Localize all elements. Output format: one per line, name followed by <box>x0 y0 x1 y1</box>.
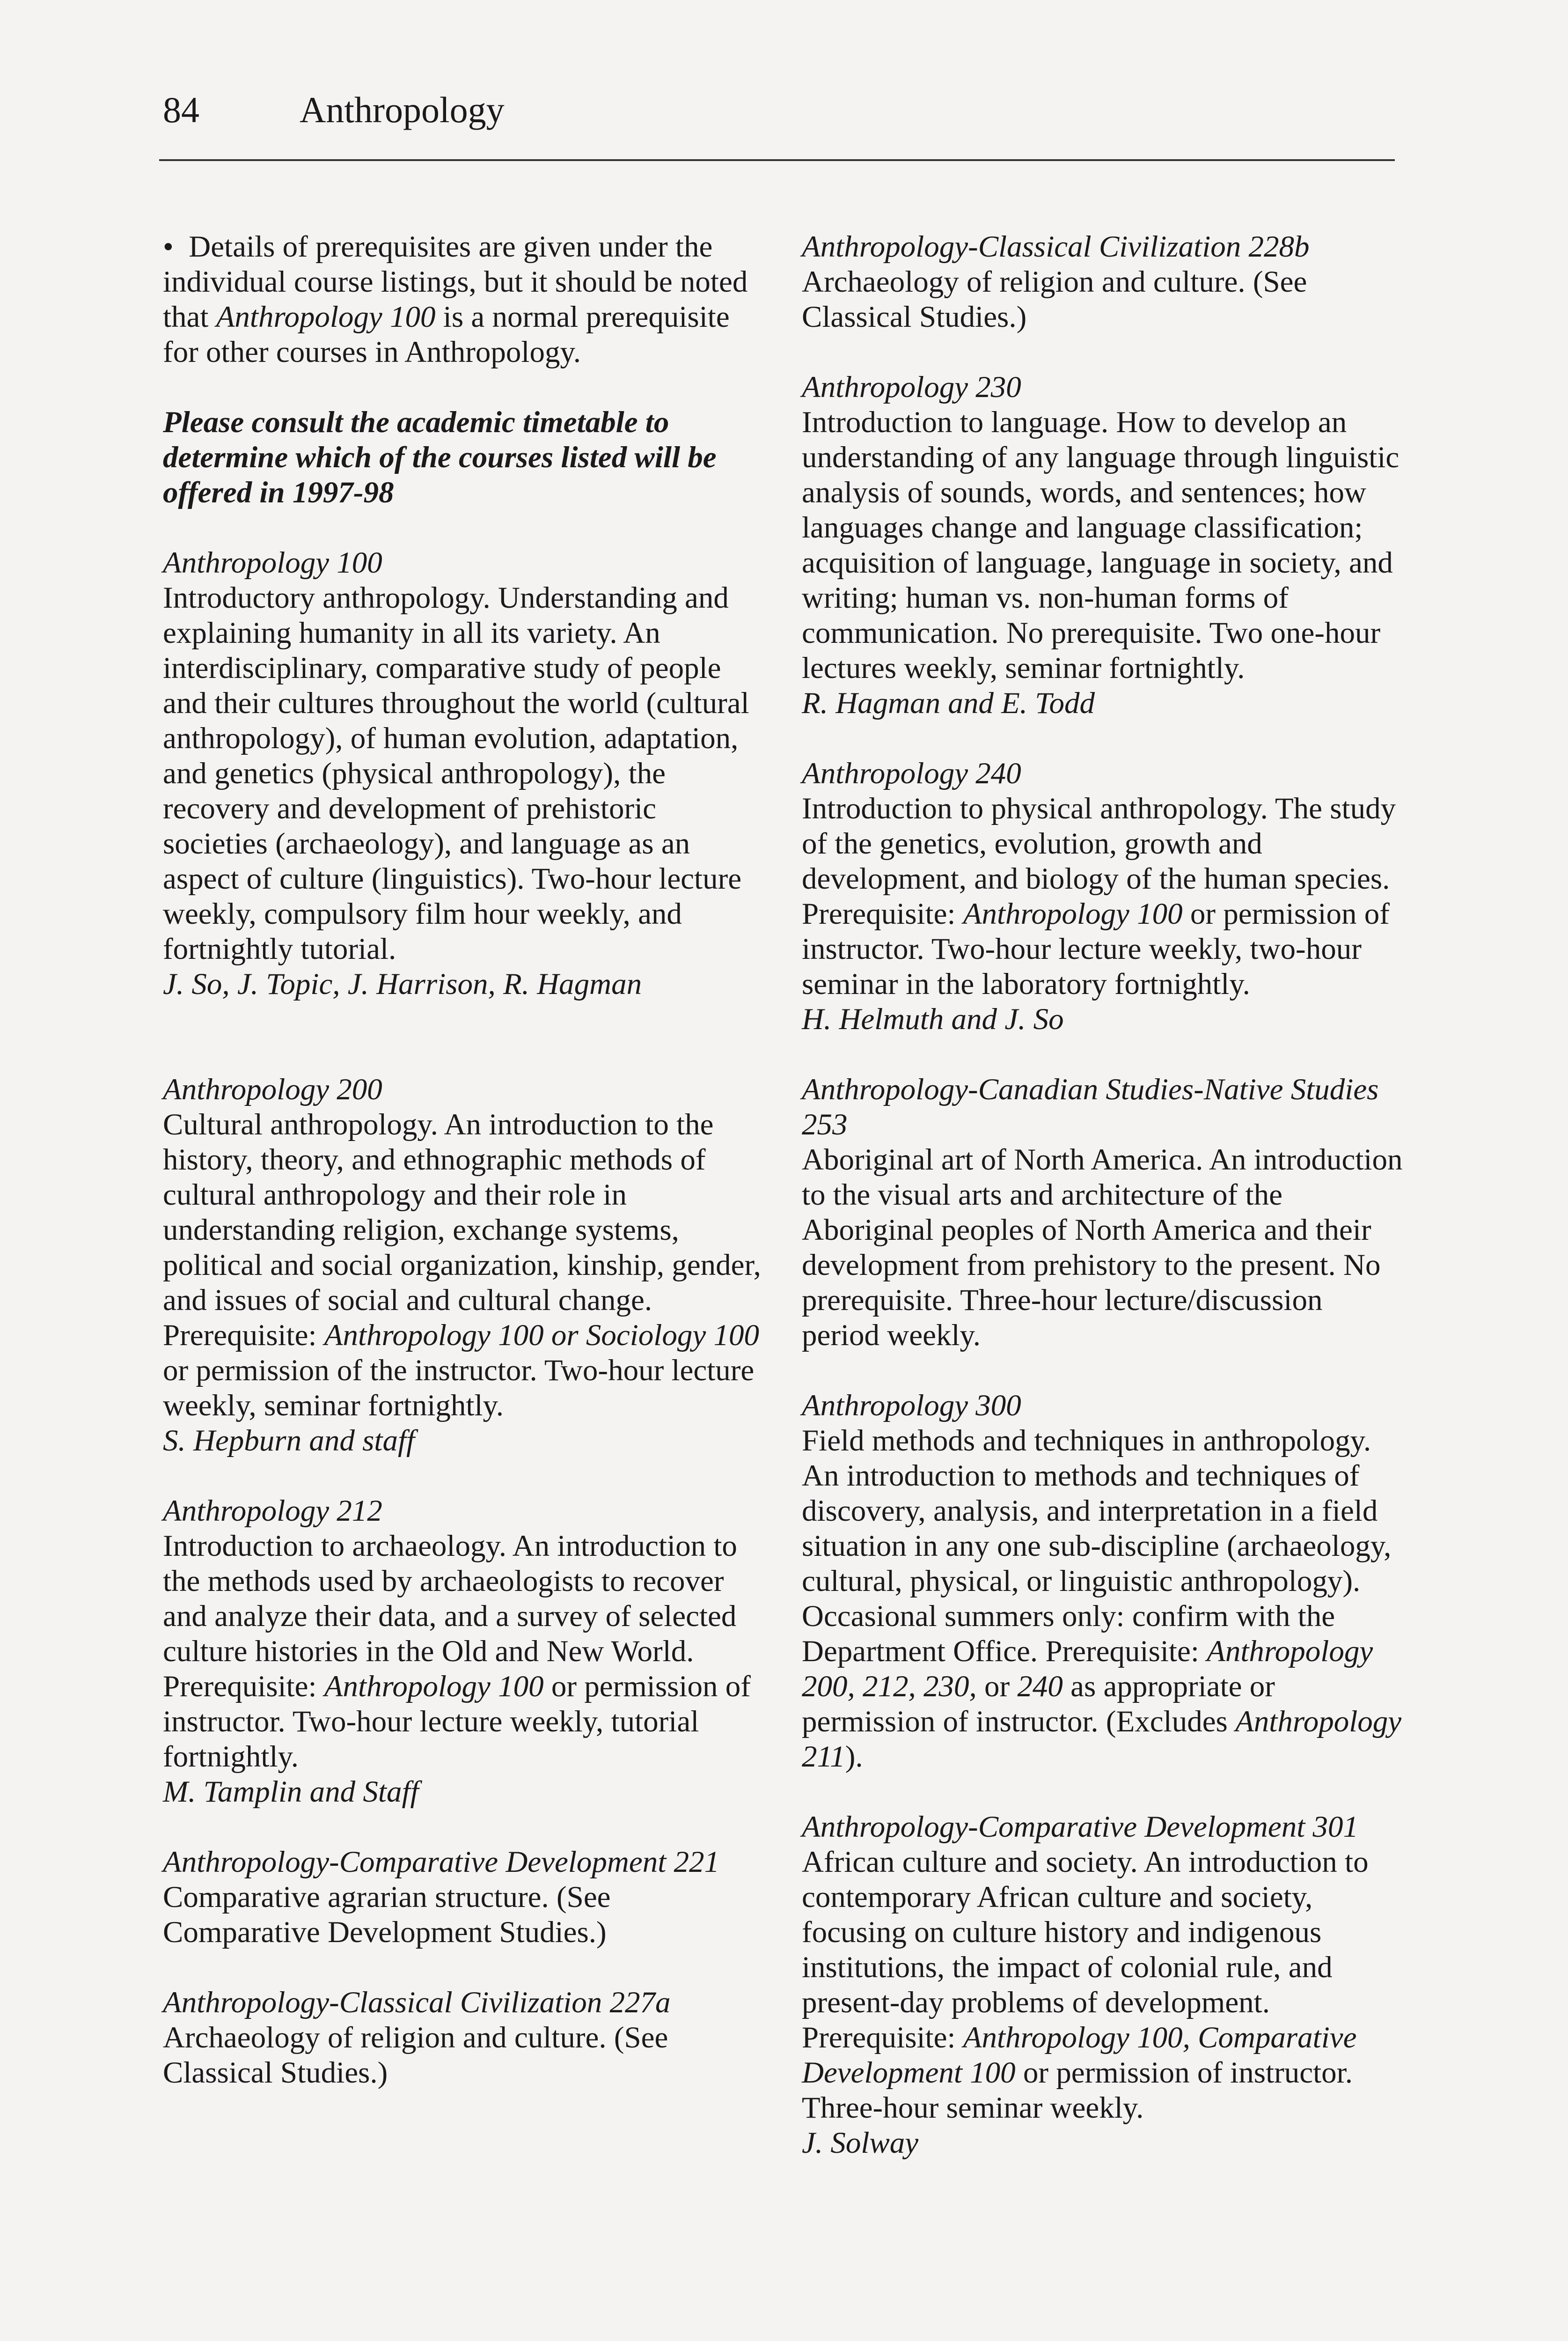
course-entry <box>163 1845 767 1950</box>
course-entry <box>802 1388 1406 1774</box>
course-entry <box>802 229 1406 335</box>
course-description-text: Introduction to archaeology. An introduction to the methods used by archaeologists to recover and analyze their data, and a survey of selected culture histories in the Old and New World. Prerequisite: <box>163 1529 737 1703</box>
bullet-glyph: • <box>163 230 174 264</box>
course-description-emphasis: Anthropology 211 <box>802 1705 1402 1774</box>
course-description-text: or permission of instructor. Two-hour lecture weekly, two-hour seminar in the laboratory fortnightly. <box>802 897 1390 1001</box>
course-description-emphasis: Anthropology 100, Comparative Development 100 <box>802 2021 1357 2090</box>
course-description-text: or permission of instructor. Three-hour seminar weekly. <box>802 2056 1353 2125</box>
course-description-text: or permission of instructor. Two-hour lecture weekly, tutorial fortnightly. <box>163 1670 751 1774</box>
course-title: Anthropology 230 <box>802 370 1021 404</box>
course-instructors: J. So, J. Topic, J. Harrison, R. Hagman <box>163 967 642 1001</box>
course-description-text: Aboriginal art of North America. An introduction to the visual arts and architecture of the Aboriginal peoples of North America and their development from prehistory to the present. No prerequisite. Three-hour lecture/discussion period weekly. <box>802 1143 1403 1352</box>
course-title: Anthropology 200 <box>163 1073 382 1106</box>
course-instructors: M. Tamplin and Staff <box>163 1775 419 1809</box>
course-description <box>163 1880 767 1950</box>
intro-paragraph <box>163 229 767 370</box>
course-description-emphasis: Anthropology 100 <box>324 1670 544 1703</box>
course-description-text: Introduction to physical anthropology. The study of the genetics, evolution, growth and development, and biology of the human species. Prerequisite: <box>802 792 1396 931</box>
course-description-text: Introduction to language. How to develop an understanding of any language through linguistic analysis of sounds, words, and sentences; how languages change and language classification; acquisition of language, language in society, and writing; human vs. non-human forms of communication. No prerequisite. Two one-hour lectures weekly, seminar fortnightly. <box>802 405 1399 685</box>
course-instructors: H. Helmuth and J. So <box>802 1002 1064 1036</box>
course-description-emphasis: 240 <box>1017 1670 1063 1703</box>
course-title: Anthropology 240 <box>802 757 1021 790</box>
intro-text-end: is a normal prerequisite for other courses in Anthropology. <box>163 300 730 369</box>
course-description-text: Cultural anthropology. An introduction to the history, theory, and ethnographic methods of cultural anthropology and their role in understanding religion, exchange systems, political and social organization, kinship, gender, and issues of social and cultural change. Prerequisite: <box>163 1108 761 1352</box>
course-entry <box>802 370 1406 721</box>
course-description-text: Introductory anthropology. Understanding and explaining humanity in all its variety. An interdisciplinary, comparative study of people and their cultures throughout the world (cultural anthropology), of human evolution, adaptation, and genetics (physical anthropology), the recovery and development of prehistoric societies (archaeology), and language as an aspect of culture (linguistics). Two-hour lecture weekly, compulsory film hour weekly, and fortnightly tutorial. <box>163 581 749 966</box>
course-instructors: S. Hepburn and staff <box>163 1424 415 1458</box>
page-header <box>159 84 1395 161</box>
course-description <box>802 1845 1406 2126</box>
course-title: Anthropology-Comparative Development 221 <box>163 1845 720 1879</box>
page-number: 84 <box>163 89 199 130</box>
course-title: Anthropology-Comparative Development 301 <box>802 1810 1359 1844</box>
course-instructors: R. Hagman and E. Todd <box>802 686 1095 720</box>
course-entry <box>802 1810 1406 2161</box>
course-title: Anthropology-Classical Civilization 228b <box>802 230 1310 264</box>
course-title: Anthropology 100 <box>163 546 382 580</box>
left-course-list <box>163 545 767 2091</box>
course-entry <box>163 1494 767 1810</box>
course-description-text: African culture and society. An introduction to contemporary African culture and society, focusing on culture history and indigenous institutions, the impact of colonial rule, and present-day problems of development. Prerequisite: <box>802 1845 1369 2054</box>
course-description <box>163 2020 767 2091</box>
course-entry <box>163 1985 767 2091</box>
course-entry <box>163 1072 767 1458</box>
section-title: Anthropology <box>300 89 505 130</box>
course-description-emphasis: Anthropology 200, 212, 230, <box>802 1634 1373 1703</box>
course-description <box>163 581 767 967</box>
course-title: Anthropology 300 <box>802 1389 1021 1422</box>
course-description <box>163 1107 767 1423</box>
course-description-emphasis: Anthropology 100 or Sociology 100 <box>324 1318 759 1352</box>
course-description-text: as appropriate or permission of instructor. (Excludes <box>802 1670 1275 1738</box>
course-description-text: Comparative agrarian structure. (See Comparative Development Studies.) <box>163 1880 611 1949</box>
course-description-text: Archaeology of religion and culture. (See Classical Studies.) <box>163 2021 668 2090</box>
course-description <box>163 1529 767 1774</box>
course-description-text: or permission of the instructor. Two-hour lecture weekly, seminar fortnightly. <box>163 1354 755 1422</box>
course-description <box>802 405 1406 686</box>
course-description-text: or <box>976 1670 1018 1703</box>
course-description-text: Field methods and techniques in anthropology. An introduction to methods and techniques of discovery, analysis, and interpretation in a field situation in any one sub-discipline (archaeology, cultural, physical, or linguistic anthropology). Occasional summers only: confirm with the Department Office. Prerequisite: <box>802 1424 1392 1668</box>
course-description <box>802 265 1406 335</box>
right-column <box>802 229 1406 2161</box>
course-title: Anthropology-Canadian Studies-Native Studies 253 <box>802 1073 1379 1141</box>
left-column <box>163 229 767 2091</box>
course-description <box>802 1423 1406 1774</box>
course-entry <box>802 1072 1406 1353</box>
course-description-text: ). <box>845 1740 863 1774</box>
course-title: Anthropology 212 <box>163 1494 382 1528</box>
course-description <box>802 791 1406 1002</box>
course-entry <box>802 756 1406 1037</box>
course-description-text: Archaeology of religion and culture. (See Classical Studies.) <box>802 265 1307 334</box>
intro-emphasis: Anthropology 100 <box>216 300 436 334</box>
course-entry <box>163 545 767 1002</box>
intro-text-start: Details of prerequisites are given under the individual course listings, but it should be noted that <box>163 230 748 334</box>
timetable-notice: Please consult the academic timetable to determine which of the courses listed will be offered in 1997-98 <box>163 405 717 509</box>
course-title: Anthropology-Classical Civilization 227a <box>163 1986 671 2019</box>
course-description <box>802 1142 1406 1353</box>
course-instructors: J. Solway <box>802 2126 919 2160</box>
course-description-emphasis: Anthropology 100 <box>963 897 1183 931</box>
right-course-list <box>802 229 1406 2161</box>
